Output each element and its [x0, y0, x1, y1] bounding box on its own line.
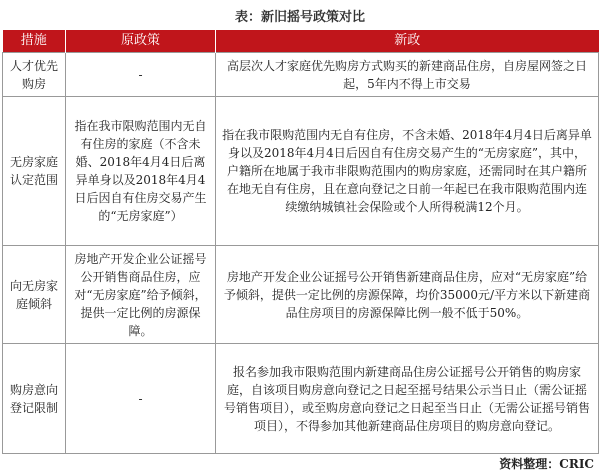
source-note: 资料整理：CRIC: [499, 457, 594, 471]
table-row: [3, 246, 599, 344]
measure-cell: 无房家庭认定范围: [3, 97, 66, 246]
new-policy-cell: 报名参加我市限购范围内新建商品住房公证摇号公开销售的购房家庭，自该项目购房意向登记之日起至摇号结果公示当日止（需公证摇号销售项目），或至购房意向登记之日起至当日止（无需公证摇号销售项目），不得参加其他新建商品住房项目的购房意向登记。: [216, 344, 599, 454]
measure-cell: 人才优先购房: [3, 53, 66, 97]
new-policy-cell: 指在我市限购范围内无自有住房，不含未婚、2018年4月4日后离异单身以及2018年4月4日后因自有住房交易产生的“无房家庭”，其中，户籍所在地属于我市非限购范围内的购房家庭，还需同时在其户籍所在地无自有住房，且在意向登记之日前一年起已在我市限购范围内连续缴纳城镇社会保险或个人所得税满12个月。: [216, 97, 599, 246]
table-title: 表：新旧摇号政策对比: [234, 10, 365, 25]
old-policy-cell: 指在我市限购范围内无自有住房的家庭（不含未婚、2018年4月4日后离异单身以及2018年4月4日后因自有住房交易产生的“无房家庭”）: [66, 97, 216, 246]
old-policy-cell: -: [66, 344, 216, 454]
header-old-policy: 原政策: [66, 30, 216, 53]
old-policy-cell: 房地产开发企业公证摇号公开销售商品住房，应对“无房家庭”给予倾斜，提供一定比例的房源保障。: [66, 246, 216, 344]
new-policy-cell: 高层次人才家庭优先购房方式购买的新建商品住房，自房屋网签之日起，5年内不得上市交易: [216, 53, 599, 97]
measure-cell: 向无房家庭倾斜: [3, 246, 66, 344]
header-measure: 措施: [3, 30, 66, 53]
header-new-policy: 新政: [216, 30, 599, 53]
table-row: [3, 97, 599, 246]
header-row: [3, 30, 599, 53]
old-policy-cell: -: [66, 53, 216, 97]
measure-cell: 购房意向登记限制: [3, 344, 66, 454]
table-row: [3, 53, 599, 97]
policy-comparison-table: [2, 30, 599, 454]
table-row: [3, 344, 599, 454]
new-policy-cell: 房地产开发企业公证摇号公开销售新建商品住房，应对“无房家庭”给予倾斜，提供一定比例的房源保障，均价35000元/平方米以下新建商品住房项目的房源保障比例一般不低于50%。: [216, 246, 599, 344]
